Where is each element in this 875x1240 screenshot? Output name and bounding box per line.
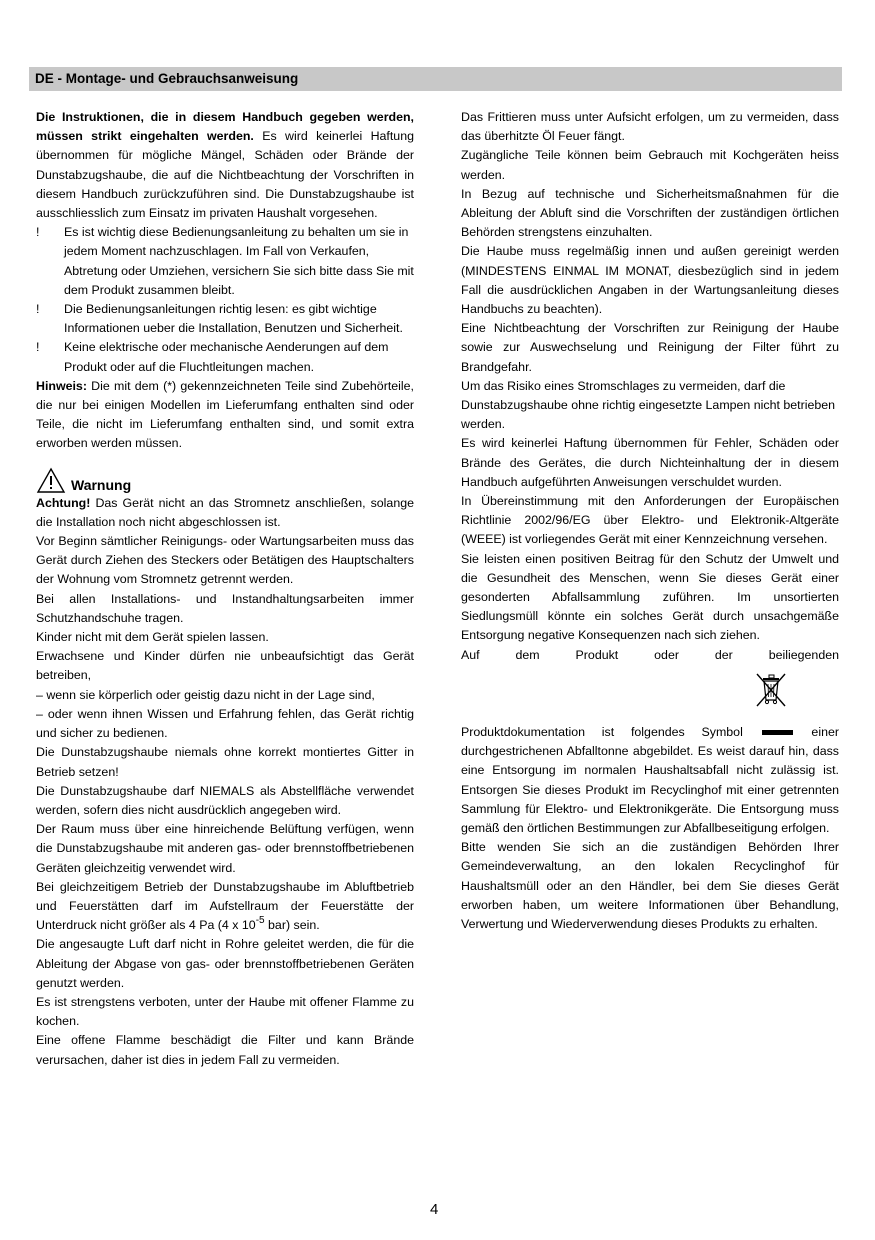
intro-paragraph [36,108,414,223]
bullet-text: Keine elektrische oder mechanische Aenderungen auf dem Produkt oder auf die Fluchtleitungen machen. [64,340,389,374]
final-paragraph: Bitte wenden Sie sich an die zuständigen Behörden Ihrer Gemeindeverwaltung, an den lokalen Recyclinghof für Haushaltsmüll oder an den Händler, bei dem Sie dieses Gerät erworben haben, um weitere Informationen über Behandlung, Verwertung und Wiederverwendung dieses Produkts zu erhalten. [461,840,839,931]
paragraph: Das Frittieren muss unter Aufsicht erfolgen, um zu vermeiden, dass das überhitzte Öl Feuer fängt. [461,110,839,144]
paragraph: Bei allen Installations- und Instandhaltungsarbeiten immer Schutzhandschuhe tragen. [36,591,414,625]
paragraph: Eine offene Flamme beschädigt die Filter und kann Brände verursachen, daher ist dies in jedem Fall zu vermeiden. [36,1033,414,1067]
bullet-text: Es ist wichtig diese Bedienungsanleitung zu behalten um sie in jedem Moment nachzuschlagen. Im Fall von Verkaufen, Abtretung oder Umziehen, versichern Sie sich bitte dass Sie mit dem Produkt zusammen bleibt. [64,225,414,297]
risk-line: Dunstabzugshaube ohne richtig eingesetzte Lampen nicht betrieben [461,398,836,413]
risk-line: werden. [461,417,506,432]
paragraph: In Übereinstimmung mit den Anforderungen der Europäischen Richtlinie 2002/96/EG über Elektro- und Elektronik-Altgeräte (WEEE) ist vorliegendes Gerät mit einer Kennzeichnung versehen. [461,494,839,547]
bullet-text: Die Bedienungsanleitungen richtig lesen: es gibt wichtige Informationen ueber die Installation, Benutzen und Sicherheit. [64,302,403,336]
paragraph: In Bezug auf technische und Sicherheitsmaßnahmen für die Ableitung der Abluft sind die Vorschriften der zuständigen örtlichen Behörden strengstens einzuhalten. [461,186,839,240]
intro-text: Es wird keinerlei Haftung übernommen für mögliche Mängel, Schäden oder Brände der Dunstabzugshaube, die auf die Nichtbeachtung der Vorschriften in diesem Handbuch zurückzuführen sind. Die Dunstabzugshaube ist ausschliesslich zum Einsatz im privaten Haushalt vorgesehen. [36,129,414,221]
intro-bold: Die Instruktionen, die in diesem Handbuch gegeben werden, müssen strikt eingehalten werden. [36,110,414,144]
note-label: Hinweis: [36,378,87,393]
attention-paragraph [36,494,414,532]
symbol-text-before: Produktdokumentation ist folgendes Symbol [461,724,743,739]
bullet-item [36,300,414,338]
pressure-end: bar) sein. [264,918,320,933]
symbol-text-after: einer durchgestrichenen Abfalltonne abgebildet. Es weist darauf hin, dass eine Entsorgung im normalen Haushaltsabfall nicht zulässig ist. Entsorgen Sie dieses Produkt im Recyclinghof mit einer getrennten Sammlung für Elektro- und Elektronikgeräte. Die Entsorgung muss gemäß den örtlichen Bestimmungen zur Abfallbeseitigung erfolgen. [461,724,839,835]
bullet-mark: ! [36,302,40,317]
crossed-bin-icon [751,669,791,709]
attention-label: Achtung! [36,495,91,510]
risk-line: Um das Risiko eines Stromschlages zu vermeiden, darf die [461,378,786,393]
page-number: 4 [430,1201,439,1218]
bullet-item [36,223,414,300]
symbol-paragraph [461,723,839,838]
paragraph: Der Raum muss über eine hinreichende Belüftung verfügen, wenn die Dunstabzugshaube mit anderen gas- oder brennstoffbetriebenen Geräten gleichzeitig verwendet wird. [36,822,414,875]
paragraph: Die Dunstabzugshaube niemals ohne korrekt montiertes Gitter in Betrieb setzen! [36,745,414,779]
paragraph: Sie leisten einen positiven Beitrag für den Schutz der Umwelt und die Gesundheit des Menschen, wenn Sie dieses Gerät einer gesonderten Abfallsammlung zuführen. Im unsortierten Siedlungsmüll könnte ein solches Gerät durch unsachgemäße Entsorgung negative Konsequenzen nach sich ziehen. [461,551,839,643]
paragraph: Erwachsene und Kinder dürfen nie unbeaufsichtigt das Gerät betreiben, [36,649,414,683]
paragraph: Zugängliche Teile können beim Gebrauch mit Kochgeräten heiss werden. [461,148,839,182]
warning-heading [36,466,414,494]
symbol-line: Auf dem Produkt oder der beiliegenden [461,647,839,662]
left-column [36,108,414,1070]
paragraph: Die Haube muss regelmäßig innen und außen gereinigt werden (MINDESTENS EINMAL IM MONAT, diesbezüglich sind in jedem Fall die ausdrücklichen Angaben in der Wartungsanleitung dieses Handbuchs zu beachten). [461,244,839,317]
paragraph: Eine Nichtbeachtung der Vorschriften zur Reinigung der Haube sowie zur Auswechselung und Reinigung der Filter führt zu Brandgefahr. [461,321,839,374]
paragraph: – oder wenn ihnen Wissen und Erfahrung fehlen, das Gerät richtig und sicher zu bedienen. [36,706,414,741]
bullet-item [36,338,414,376]
paragraph: Die Dunstabzugshaube darf NIEMALS als Abstellfläche verwendet werden, sofern dies nicht ausdrücklich angegeben wird. [36,783,414,817]
warning-triangle-icon [36,467,66,494]
black-bar-icon [762,730,793,735]
paragraph: Es wird keinerlei Haftung übernommen für Fehler, Schäden oder Brände des Gerätes, die durch Nichteinhaltung der in diesem Handbuch aufgeführten Anweisungen verschuldet wurden. [461,436,839,489]
warning-title: Warnung [71,476,132,493]
paragraph: Vor Beginn sämtlicher Reinigungs- oder Wartungsarbeiten muss das Gerät durch Ziehen des Steckers oder Betätigen des Hauptschalters der Wohnung vom Stromnetz getrennt werden. [36,534,414,587]
bullet-mark: ! [36,225,40,240]
bullet-mark: ! [36,340,40,355]
paragraph: Die angesaugte Luft darf nicht in Rohre geleitet werden, die für die Ableitung der Abgase von gas- oder brennstoffbetriebenen Geräten genutzt werden. [36,937,414,990]
paragraph: Kinder nicht mit dem Gerät spielen lassen. [36,630,269,645]
right-column [461,108,839,934]
section-title: DE - Montage- und Gebrauchsanweisung [35,71,299,86]
pressure-paragraph [36,878,414,936]
section-header [29,67,842,91]
pressure-text: Bei gleichzeitigem Betrieb der Dunstabzugshaube im Abluftbetrieb und Feuerstätten darf im Aufstellraum der Feuerstätte der Unterdruck nicht größer als 4 Pa (4 x 10 [36,879,414,933]
note-paragraph [36,377,414,454]
weee-symbol-row [461,665,839,723]
note-text: Die mit dem (*) gekennzeichneten Teile sind Zubehörteile, die nur bei einigen Modellen im Lieferumfang enthalten sind oder Teile, die nicht im Lieferumfang enthalten sind, und somit extra erworben werden müssen. [36,378,414,451]
attention-text: Das Gerät nicht an das Stromnetz anschließen, solange die Installation noch nicht abgeschlossen ist. [36,495,414,529]
paragraph: Es ist strengstens verboten, unter der Haube mit offener Flamme zu kochen. [36,994,414,1029]
paragraph: – wenn sie körperlich oder geistig dazu nicht in der Lage sind, [36,687,375,702]
pressure-exponent: -5 [255,915,265,927]
